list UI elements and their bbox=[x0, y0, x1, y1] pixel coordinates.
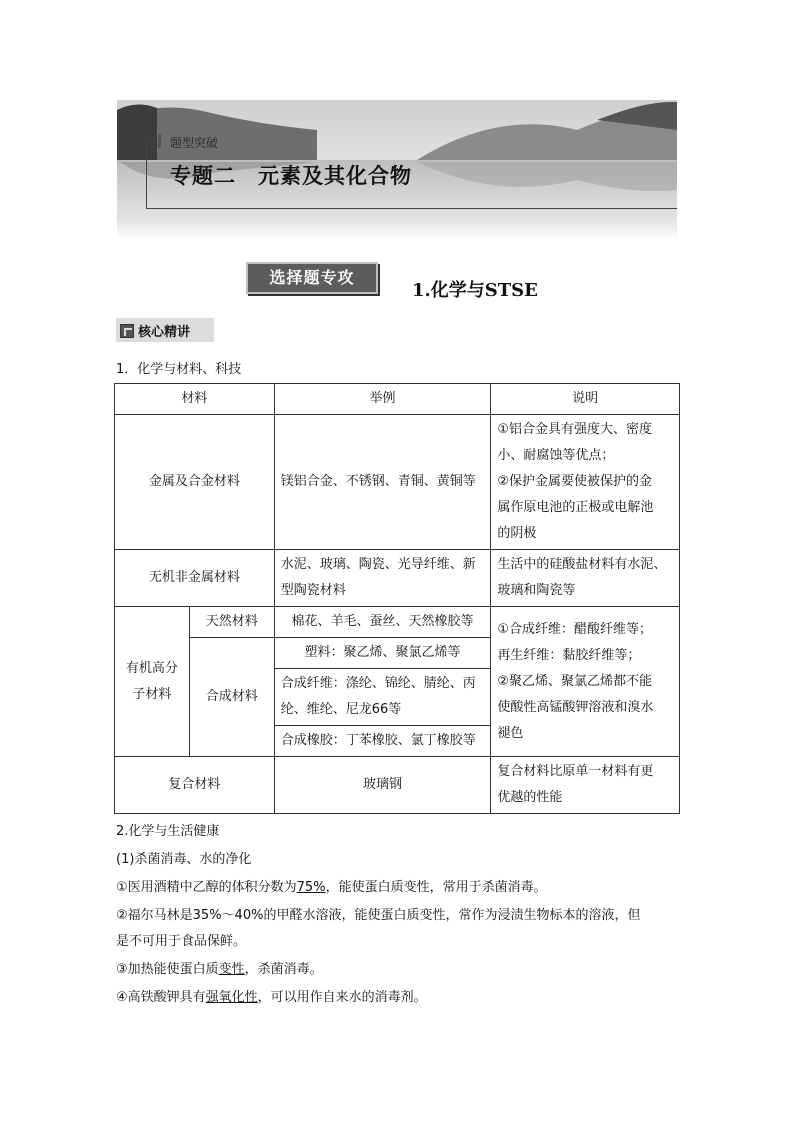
table-row bbox=[115, 757, 680, 814]
table-cell bbox=[274, 550, 491, 607]
text-span: ③加热能使蛋白质 bbox=[116, 962, 219, 977]
table-cell bbox=[491, 757, 680, 814]
text-span: ，杀菌消毒。 bbox=[244, 962, 323, 977]
table-header-row bbox=[115, 384, 680, 415]
table-cell: 玻璃钢 bbox=[274, 757, 491, 814]
text-span: ，可以用作自来水的消毒剂。 bbox=[257, 990, 427, 1005]
table-cell bbox=[491, 415, 680, 550]
table-cell bbox=[274, 669, 491, 726]
cell-line: 纶、维纶、尼龙66等 bbox=[280, 702, 402, 717]
paragraph bbox=[116, 988, 427, 1008]
cell-line: 子材料 bbox=[132, 686, 172, 702]
table-row bbox=[115, 607, 680, 638]
badge-label: 选择题专攻 bbox=[246, 262, 378, 294]
paragraph bbox=[116, 878, 547, 898]
cell-line: 小、耐腐蚀等优点； bbox=[497, 448, 615, 463]
cell-line: 复合材料比原单一材料有更 bbox=[497, 764, 654, 779]
subheading-materials: 1．化学与材料、科技 bbox=[116, 362, 242, 377]
table-cell bbox=[491, 550, 680, 607]
underlined-term: 75% bbox=[296, 880, 326, 895]
paragraph: ②福尔马林是35%～40%的甲醛水溶液，能使蛋白质变性，常作为浸渍生物标本的溶液，但 bbox=[116, 908, 641, 923]
text-span: ④高铁酸钾具有 bbox=[116, 990, 206, 1005]
table-cell: 金属及合金材料 bbox=[115, 415, 275, 550]
section-heading-label: 核心精讲 bbox=[138, 325, 191, 340]
table-cell: 合成橡胶：丁苯橡胶、氯丁橡胶等 bbox=[274, 726, 491, 757]
banner-reflection bbox=[117, 218, 677, 240]
cell-line: ②聚乙烯、聚氯乙烯都不能 bbox=[497, 673, 652, 689]
cell-line: 合成纤维：涤纶、锦纶、腈纶、丙 bbox=[280, 676, 476, 691]
cell-line: 优越的性能 bbox=[497, 790, 563, 805]
section-heading bbox=[116, 318, 214, 342]
table-cell bbox=[115, 607, 190, 757]
cell-line: 有机高分 bbox=[125, 660, 178, 676]
cell-line: 褪色 bbox=[497, 725, 524, 741]
table-cell: 无机非金属材料 bbox=[115, 550, 275, 607]
paragraph bbox=[116, 960, 323, 980]
materials-table bbox=[114, 383, 680, 814]
table-row bbox=[115, 415, 680, 550]
cell-line: 玻璃和陶瓷等 bbox=[497, 583, 576, 598]
cell-line: 属作原电池的正极或电解池 bbox=[497, 500, 654, 515]
cell-line: 水泥、玻璃、陶瓷、光导纤维、新 bbox=[280, 557, 476, 572]
table-row bbox=[115, 550, 680, 607]
underlined-term: 强氧化性 bbox=[205, 990, 258, 1005]
table-cell: 棉花、羊毛、蚕丝、天然橡胶等 bbox=[274, 607, 491, 638]
banner-accent bbox=[158, 134, 161, 148]
cell-line: ①铝合金具有强度大、密度 bbox=[497, 422, 652, 437]
table-cell: 复合材料 bbox=[115, 757, 275, 814]
banner-title: 专题二 元素及其化合物 bbox=[170, 164, 412, 188]
section2-title: 2.化学与生活健康 bbox=[116, 824, 220, 839]
page-title: 1.化学与STSE bbox=[412, 280, 538, 301]
cell-line: ②保护金属要使被保护的金 bbox=[497, 474, 652, 489]
cell-line: 的阴极 bbox=[497, 526, 537, 541]
table-cell bbox=[491, 607, 680, 757]
paragraph: 是不可用于食品保鲜。 bbox=[116, 934, 247, 949]
banner-tag: 题型突破 bbox=[170, 136, 219, 150]
cell-line: 型陶瓷材料 bbox=[280, 583, 346, 598]
text-span: ①医用酒精中乙醇的体积分数为 bbox=[116, 880, 297, 895]
table-cell: 天然材料 bbox=[189, 607, 274, 638]
underlined-term: 变性 bbox=[218, 962, 245, 977]
cell-line: 使酸性高锰酸钾溶液和溴水 bbox=[497, 699, 654, 715]
table-cell: 合成材料 bbox=[189, 638, 274, 757]
section2-subheading: (1)杀菌消毒、水的净化 bbox=[116, 852, 252, 867]
table-header: 材料 bbox=[115, 384, 275, 415]
cell-line: 再生纤维：黏胶纤维等； bbox=[497, 647, 641, 663]
table-header: 说明 bbox=[491, 384, 680, 415]
cell-line: ①合成纤维：醋酸纤维等； bbox=[497, 621, 652, 637]
table-header: 举例 bbox=[274, 384, 491, 415]
table-cell: 塑料：聚乙烯、聚氯乙烯等 bbox=[274, 638, 491, 669]
table-cell: 镁铝合金、不锈钢、青铜、黄铜等 bbox=[274, 415, 491, 550]
section-icon bbox=[120, 324, 134, 338]
text-span: ，能使蛋白质变性，常用于杀菌消毒。 bbox=[325, 880, 547, 895]
cell-line: 生活中的硅酸盐材料有水泥、 bbox=[497, 557, 667, 572]
